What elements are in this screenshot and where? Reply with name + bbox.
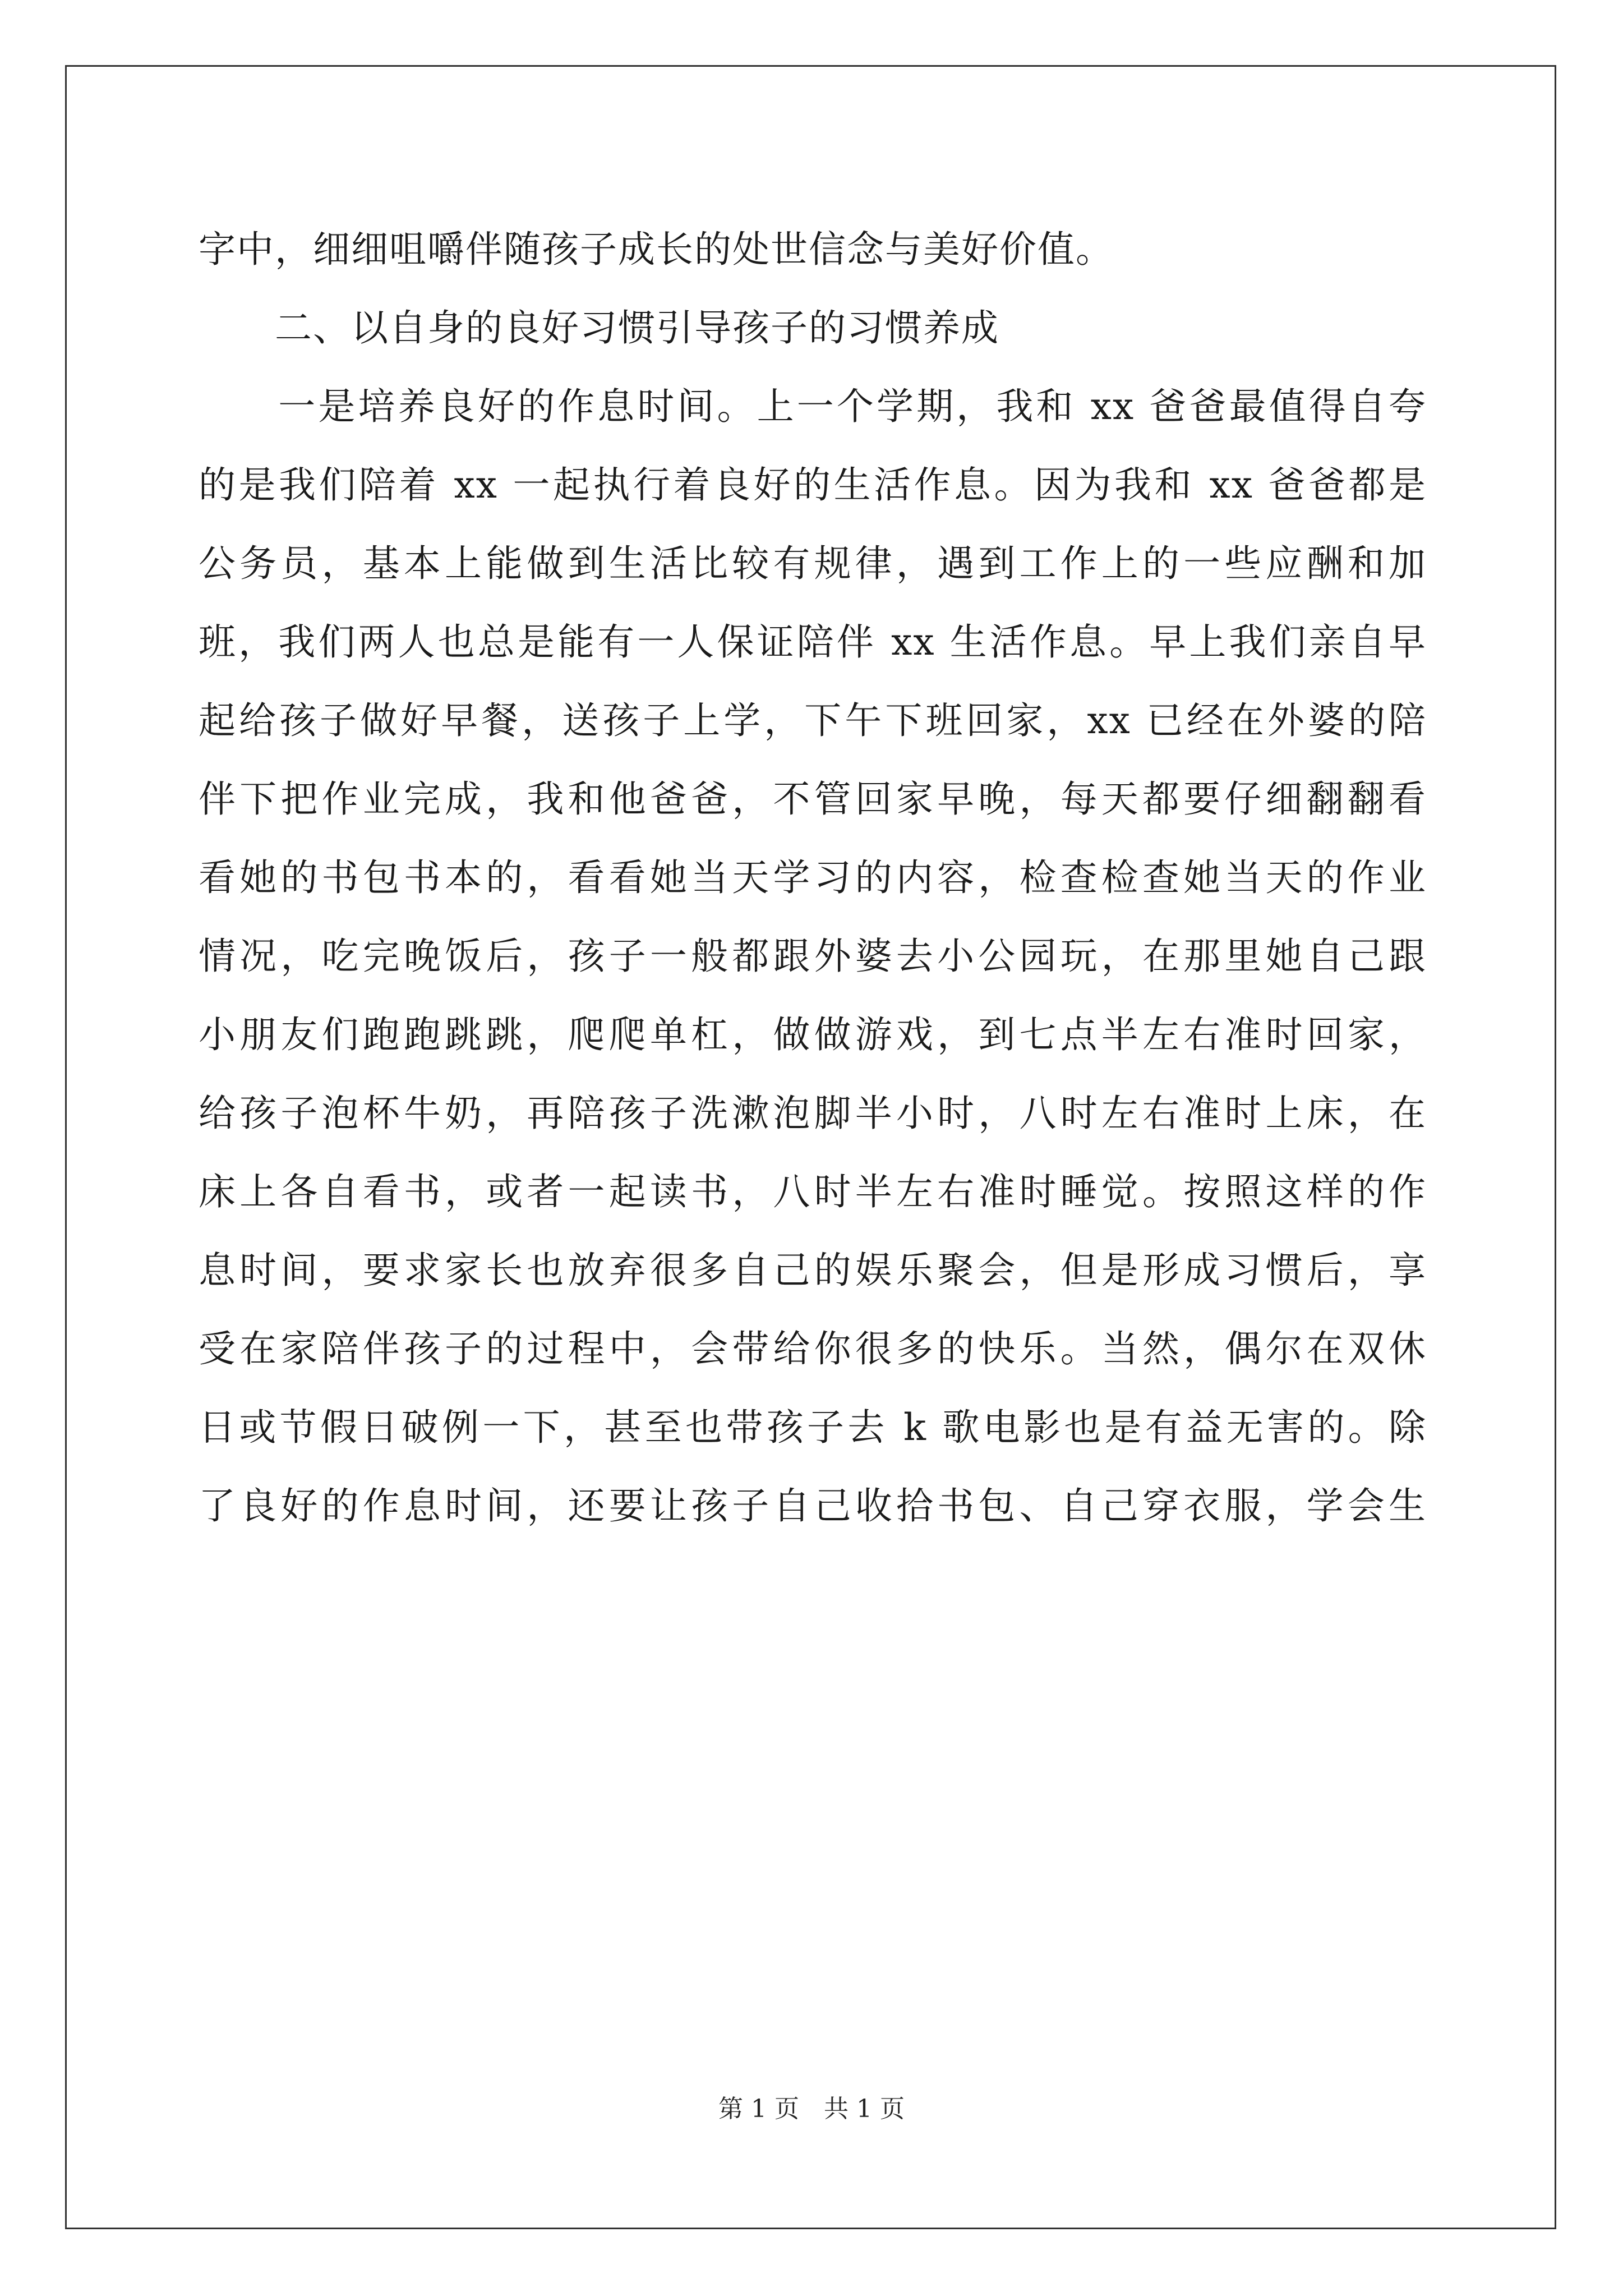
text-line: 的是我们陪着 xx 一起执行着良好的生活作息。因为我和 xx 爸爸都是 <box>199 463 1427 507</box>
text-line: 床上各自看书，或者一起读书，八时半左右准时睡觉。按照这样的作 <box>199 1170 1427 1213</box>
text-line: 一是培养良好的作息时间。上一个学期，我和 xx 爸爸最值得自夸 <box>199 385 1427 428</box>
text-line: 日或节假日破例一下，甚至也带孩子去 k 歌电影也是有益无害的。除 <box>199 1406 1427 1449</box>
page-number: 第 1 页 共 1 页 <box>718 2095 905 2123</box>
text-line: 公务员，基本上能做到生活比较有规律，遇到工作上的一些应酬和加 <box>199 542 1427 585</box>
text-line: 息时间，要求家长也放弃很多自己的娱乐聚会，但是形成习惯后，享 <box>199 1249 1427 1292</box>
text-line: 情况，吃完晚饭后，孩子一般都跟外婆去小公园玩，在那里她自己跟 <box>199 935 1427 978</box>
text-line: 伴下把作业完成，我和他爸爸，不管回家早晚，每天都要仔细翻翻看 <box>199 777 1427 821</box>
text-line: 了良好的作息时间，还要让孩子自己收拾书包、自己穿衣服，学会生 <box>199 1484 1427 1527</box>
text-line: 给孩子泡杯牛奶，再陪孩子洗漱泡脚半小时，八时左右准时上床，在 <box>199 1092 1427 1135</box>
section-heading: 二、以自身的良好习惯引导孩子的习惯养成 <box>199 306 999 349</box>
page-footer <box>0 2092 1623 2126</box>
text-line: 字中，细细咀嚼伴随孩子成长的处世信念与美好价值。 <box>199 228 1114 271</box>
text-line: 看她的书包书本的，看看她当天学习的内容，检查检查她当天的作业 <box>199 856 1427 899</box>
text-line: 小朋友们跑跑跳跳，爬爬单杠，做做游戏，到七点半左右准时回家， <box>199 1013 1427 1056</box>
text-line: 班，我们两人也总是能有一人保证陪伴 xx 生活作息。早上我们亲自早 <box>199 620 1427 664</box>
text-line: 受在家陪伴孩子的过程中，会带给你很多的快乐。当然，偶尔在双休 <box>199 1327 1427 1370</box>
text-line: 起给孩子做好早餐，送孩子上学，下午下班回家，xx 已经在外婆的陪 <box>199 699 1427 742</box>
